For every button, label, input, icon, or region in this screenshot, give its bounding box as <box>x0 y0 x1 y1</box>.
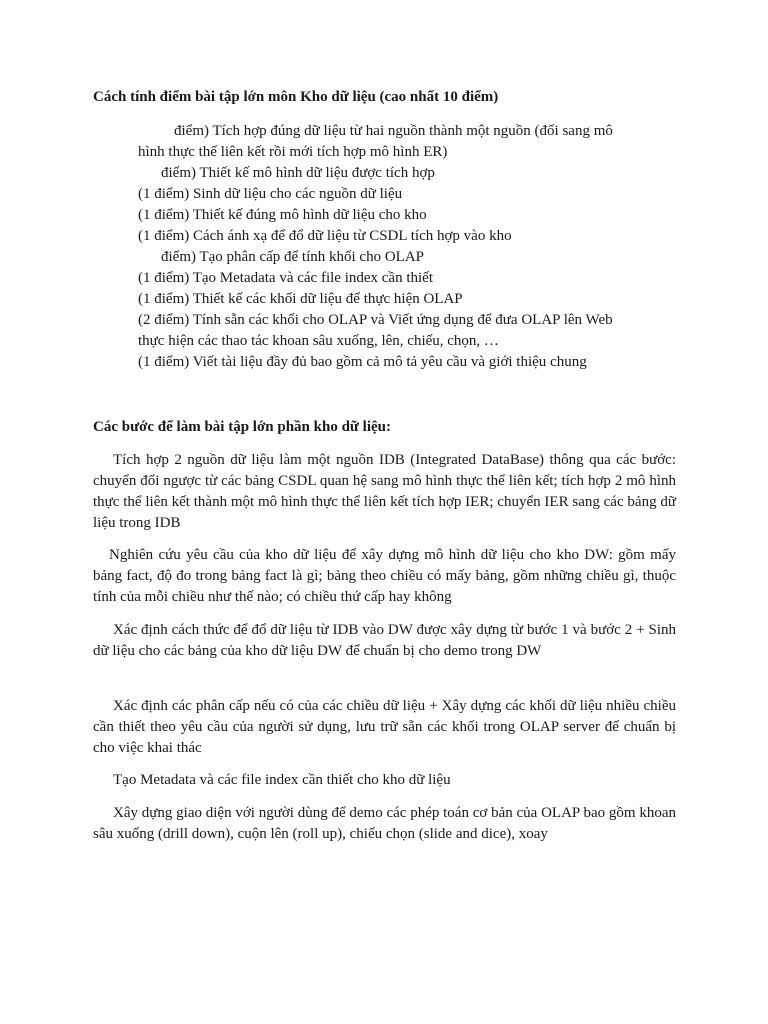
step-paragraph-1: Tích hợp 2 nguồn dữ liệu làm một nguồn IDB (Integrated DataBase) thông qua các bước: chuyển đổi ngược từ các bảng CSDL quan hệ sang mô hình thực thể liên kết; tích hợp 2 mô hình thực thể liên kết thành một mô hình thực thể liên kết tích hợp IER; chuyển IER sang các bảng dữ liệu trong IDB <box>93 452 676 531</box>
criterion-line: điểm) Tạo phân cấp để tính khối cho OLAP <box>161 249 424 265</box>
step-paragraph-4: Xác định các phân cấp nếu có của các chiều dữ liệu + Xây dựng các khối dữ liệu nhiều chiều cần thiết theo yêu cầu của người sử dụng, lưu trữ sẵn các khối trong OLAP server để chuẩn bị cho việc khai thác <box>93 698 676 756</box>
step-paragraph-3: Xác định cách thức để đổ dữ liệu từ IDB vào DW được xây dựng từ bước 1 và bước 2 + Sinh dữ liệu cho các bảng của kho dữ liệu DW để chuẩn bị cho demo trong DW <box>93 622 676 659</box>
step-paragraph-2: Nghiên cứu yêu cầu của kho dữ liệu để xây dựng mô hình dữ liệu cho kho DW: gồm mấy bảng fact, độ đo trong bảng fact là gì; bảng theo chiều có mấy bảng, gồm những chiều gì, thuộc tính của mỗi chiều như thế nào; có chiều thứ cấp hay không <box>93 547 676 605</box>
steps-heading: Các bước để làm bài tập lớn phần kho dữ liệu: <box>93 419 392 435</box>
criterion-line: (1 điểm) Tạo Metadata và các file index cần thiết <box>138 270 434 286</box>
criterion-line: điểm) Thiết kế mô hình dữ liệu được tích hợp <box>161 165 435 181</box>
criterion-line: (1 điểm) Thiết kế đúng mô hình dữ liệu cho kho <box>138 207 427 223</box>
criterion-line: (2 điểm) Tính sẵn các khối cho OLAP và Viết ứng dụng để đưa OLAP lên Web <box>138 312 613 328</box>
criterion-line: thực hiện các thao tác khoan sâu xuống, lên, chiếu, chọn, … <box>138 333 499 349</box>
step-paragraph-5: Tạo Metadata và các file index cần thiết cho kho dữ liệu <box>113 772 451 788</box>
grading-heading: Cách tính điểm bài tập lớn môn Kho dữ liệu (cao nhất 10 điểm) <box>93 89 499 105</box>
grading-criteria-list <box>138 121 698 373</box>
criterion-line: hình thực thể liên kết rồi mới tích hợp mô hình ER) <box>138 144 448 160</box>
criterion-line: (1 điểm) Thiết kế các khối dữ liệu để thực hiện OLAP <box>138 291 463 307</box>
step-paragraph-6: Xây dựng giao diện với người dùng để demo các phép toán cơ bản của OLAP bao gồm khoan sâu xuống (drill down), cuộn lên (roll up), chiếu chọn (slide and dice), xoay <box>93 805 676 842</box>
criterion-line: (1 điểm) Cách ánh xạ để đổ dữ liệu từ CSDL tích hợp vào kho <box>138 228 512 244</box>
criterion-line: điểm) Tích hợp đúng dữ liệu từ hai nguồn thành một nguồn (đổi sang mô <box>174 123 613 139</box>
criterion-line: (1 điểm) Sinh dữ liệu cho các nguồn dữ liệu <box>138 186 403 202</box>
criterion-line: (1 điểm) Viết tài liệu đầy đủ bao gồm cả mô tả yêu cầu và giới thiệu chung <box>138 354 587 370</box>
